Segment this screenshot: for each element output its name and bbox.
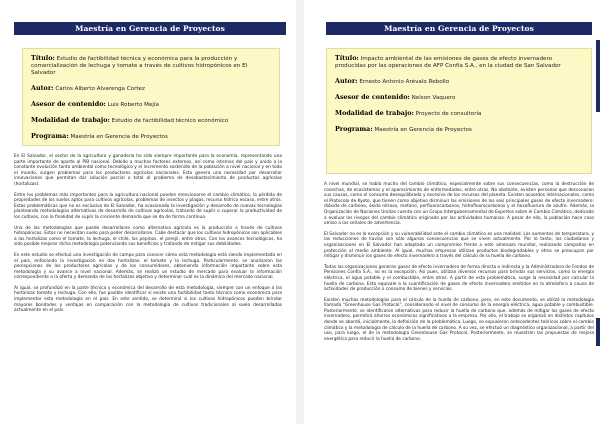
right-edge-band: [596, 40, 600, 112]
right-program-label: Programa:: [335, 125, 373, 133]
right-author-row: [335, 78, 583, 86]
right-program-row: [335, 126, 583, 134]
left-mode-label: Modalidad de trabajo:: [31, 116, 110, 124]
page-gutter: [296, 0, 304, 424]
right-mode-value: Proyecto de consultoría: [415, 111, 482, 117]
left-advisor-label: Asesor de contenido:: [31, 100, 106, 108]
right-paragraph: Todas las organizaciones generan gases de efecto invernadero de forma directa o indirecta y la Administradora de Fondos de Pensiones Confía S.A., no es la excepción. Así pues, utilizan diversos recursos para brindar sus servicios, como la energía eléctrica, el agua potable y el combustible, entre otros. A partir de esta problemática, surge la necesidad por calcular la huella de carbono. Esto equivale a la cuantificación de gases de efecto invernadero emitidos en la atmósfera a causa de actividades de producción o consumo de bienes y servicios.: [324, 264, 594, 293]
right-author-label: Autor:: [335, 77, 358, 85]
left-advisor-value: Luis Roberto Mejía: [107, 102, 159, 108]
left-program-label: Programa:: [31, 132, 69, 140]
left-mode-row: [31, 117, 271, 125]
left-body-text: [14, 154, 282, 319]
left-title-row: [31, 55, 271, 77]
left-program-row: [31, 133, 271, 141]
left-author-row: [31, 85, 271, 93]
right-title-value: Impacto ambiental de las emisiones de gases de efecto invernadero producidas por las operaciones de AFP Confía S.A., en la ciudad de San Salvador: [335, 56, 561, 69]
left-paragraph: Una de las metodologías que puede desarrollarse como alternativa agrícola es la producción a través de cultivos hidropónicos. Estos no necesitan suelo para poder desarrollarse. Cabe destacar que los cultivos hidropónicos son aplicables a las hortalizas como el tomate, la lechuga, el chile, los pepinos, el perejil, entre otros. Con los avances tecnológicos, ha sido posible mejorar dicha metodología potenciando sus beneficios y tratando de mitigar sus debilidades.: [14, 225, 282, 248]
right-advisor-label: Asesor de contenido:: [335, 93, 410, 101]
left-author-value: Carlos Alberto Alvarenga Cortez: [55, 86, 145, 92]
right-mode-row: [335, 110, 583, 118]
left-info-box: [22, 48, 280, 146]
right-page: [304, 0, 600, 424]
left-paragraph: Al igual, se profundizó en la parte técnica y económica del desarrollo de esta metodología, siempre con un enfoque a las hortalizas tomate y lechuga. Con ello, fue posible identificar si existe una factibilidad tanto técnica como económica para implementar esta metodología en el país. En este sentido, se determinó si los cultivos hidropónicos pueden brindar mayores bondades y ventajas en comparación con la metodología de cultivos tradicionales al suelo desarrolladas actualmente en el país.: [14, 285, 282, 314]
left-program-value: Maestría en Gerencia de Proyectos: [70, 134, 168, 140]
right-body-text: [324, 182, 594, 347]
left-header-bar: Maestría en Gerencia de Proyectos: [14, 22, 286, 35]
left-mode-value: Estudio de factibilidad técnico económico: [111, 118, 229, 124]
right-paragraph: El Salvador no es la excepción y su vulnerabilidad ante el cambio climático es una realidad. Los aumentos de temperatura, y las reducciones de lluvias son sólo algunas consecuencias que se viven actualmente. Por lo tanto, los ciudadanos y organizaciones en El Salvador han adoptado un compromiso frente a este amenaza mundial, realizando campañas en protección al medio ambiente. Al igual, muchas empresas utilizan productos biodegradables y otros se preocupan por mitigar y disminuir los gases de efecto invernadero a través del cálculo de la huella de carbono.: [324, 231, 594, 260]
right-advisor-row: [335, 94, 583, 102]
right-header-bar: Maestría en Gerencia de Proyectos: [326, 22, 592, 35]
left-paragraph: Entre los problemas más importantes para la agricultura nacional pueden mencionarse el cambio climático, la pérdida de propiedades de los suelos aptos para cultivos agrícolas, problemas de insectos y plagas, recurso hídrico escaso, entre otros. Estas problemáticas que no es exclusiva de El Salvador, ha ocasionado la investigación y desarrollo de nuevas tecnologías planteando metodologías alternativas de desarrollo de cultivos agrícolas, tratando de suplir o superar la productividad de los cultivos, con la finalidad de suplir la creciente demanda que se da de forma continua.: [14, 192, 282, 220]
left-author-label: Autor:: [31, 84, 54, 92]
right-title-label: Título:: [335, 54, 359, 62]
right-advisor-value: Nelson Vaquero: [411, 95, 456, 101]
left-advisor-row: [31, 101, 271, 109]
left-title-label: Título:: [31, 54, 55, 62]
right-author-value: Ernesto Antonio Arévalo Rebollo: [359, 79, 450, 85]
right-paragraph: Existen muchas metodologías para el cálculo de la huella de carbono, pero, en este documento, se utilizó la metodología llamada “Greenhouse Gas Protocol”, considerando el nivel de consumo de la energía eléctrica, agua potable y combustible. Posteriormente, se identificaron alternativas para reducir la huella de carbono que, además de mitigar los gases de efecto invernadero, permitirá ahorros económicos significativos a la empresa. Por ello, el trabajo se organizó en distintos capítulos donde se abordó, inicialmente, la definición de la problemática. Luego, se expusieron antecedentes teóricos sobre el cambio climático y la metodología de cálculo de la huella de carbono. A su vez, se efectuó un diagnóstico organizacional, a partir del uso, para luego, el de la metodología Greenhouse Gas Protocol. Posteriormente, se muestran las propuestas de mejora energética para reducir la huella de carbono.: [324, 297, 594, 342]
right-mode-label: Modalidad de trabajo:: [335, 109, 414, 117]
right-edge-band: [596, 318, 600, 346]
right-paragraph: A nivel mundial, se habla mucho del cambio climático, especialmente sobre sus consecuencias, como la destrucción de cosechas, de ecosistemas y el aparecimiento de enfermedades, entre otras. No obstante, existen personas que desconocen sus causas, como el consumo desequilibrado y excesivo de los recursos del planeta. Existen acuerdos internacionales, como el Protocolo de Kyoto, que tienen como objetivo disminuir las emisiones de los seis principales gases de efecto invernadero: dióxido de carbono, óxido nitroso, metano, perfluorocarbonos, hidrofluorocarbonos y el hexafluoruro de azufre. Además, la Organización de Naciones Unidas cuenta con un Grupo Intergubernamental de Expertos sobre el Cambio Climático, dedicado a evaluar los riesgos del cambio climático originado por las actividades humanas. A pesar de ello, la población hace caso omiso a las señales de advertencia.: [324, 182, 594, 227]
right-title-row: [335, 55, 583, 70]
right-info-box: [326, 48, 592, 174]
left-paragraph: En El Salvador, el sector de la agricultura y ganadería ha sido siempre importante para la economía, representando una parte importante de aporte al PIB nacional. Debido a muchas factores externos, así como internos del país y unido a la constante evolución tanto ambiental como tecnológico y el incremento sostenido de la población a nivel nacional y en todo el mundo, surgen problemas para los productores agrícolas nacionales. Esto genera una necesidad por desarrollar innovaciones que permitan dar solución parcial o total al problema de desabastecimiento de productos agrícolas (hortalizas).: [14, 154, 282, 187]
left-paragraph: En este estudio se efectuó una investigación de campo para conocer cómo esta metodología está siendo implementada en el país, enfocando la investigación en dos hortalizas: el tomate y la lechuga. Particularmente, se analizaron las percepciones de los productores agrícolas y de los consumidores, obteniendo información importante sobre esta metodología y su avance a nivel nacional. Además, se realizó un estudio de mercado para evaluar la información correspondiente a la oferta y demanda de las hortalizas objetivo y determinar cuál es la dinámica del mercado nacional.: [14, 252, 282, 281]
left-page: [0, 0, 296, 424]
right-program-value: Maestría en Gerencia de Proyectos: [374, 127, 472, 133]
left-title-value: Estudio de factibilidad técnica y económica para la producción y comercialización de lechuga y tomate a través de cultivos hidropónicos en El Salvador: [31, 56, 248, 76]
